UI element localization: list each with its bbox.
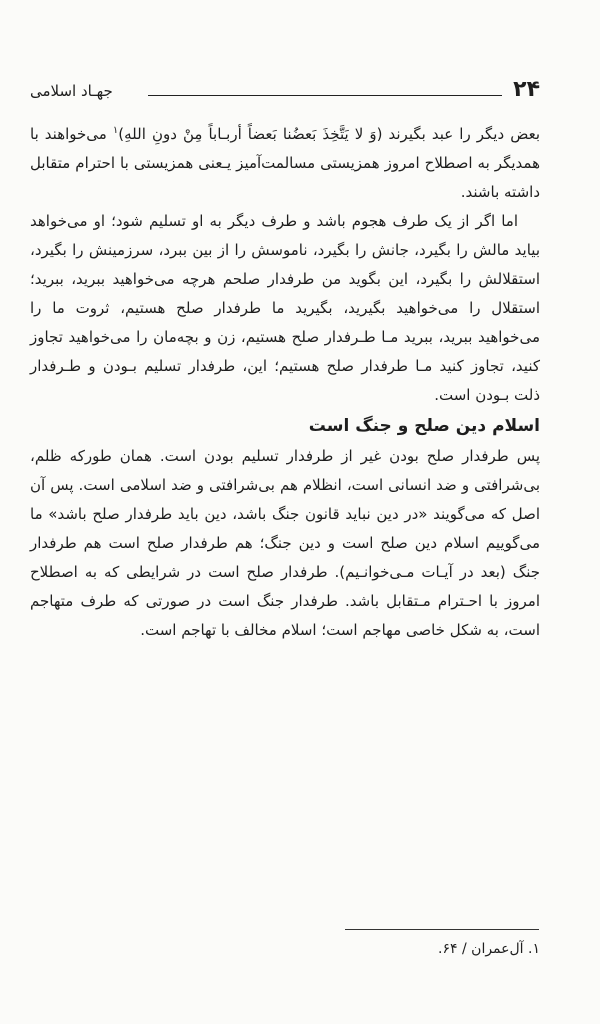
footnote: ۱. آل‌عمران / ۶۴. <box>438 941 540 957</box>
page-body <box>30 120 540 645</box>
paragraph-1 <box>30 120 540 207</box>
paragraph-1-intro: بعض دیگر را عبد بگیرند ( <box>376 125 541 143</box>
page-number: ۲۴ <box>513 77 540 102</box>
footnote-reference[interactable]: ۱ <box>112 125 119 136</box>
paragraph-2: اما اگر از یک طرف هجوم باشد و طرف دیگر به او تسلیم شود؛ او می‌خواهد بیاید مالش را بگیرد، جانش را بگیرد، ناموسش را از بین ببرد، سرزمینش را بگیرد، استقلالش را بگیرد، این بگوید من طرفدار صلحم هرچه می‌خواهید ببرید، ببرید؛ استقلال را می‌خواهید بگیرید، بگیرید ما طرفدار صلح هستیم، ثروت ما را می‌خواهید ببرید، ببرید مـا طـرفدار صلح هستیم، زن و بچه‌مان را می‌خواهید تجاوز کنید، تجاوز کنید مـا طرفدار صلح هستیم؛ این، طرفدار تسلیم بـودن و طـرفدار ذلت بـودن است. <box>30 212 540 404</box>
quran-verse: وَ لا یَتَّخِذَ بَعضُنا بَعضاً أربـاباً مِنْ دونِ اللهِ <box>124 125 377 143</box>
page-header <box>30 74 540 110</box>
paragraph-3: پس طرفدار صلح بودن غیر از طرفدار تسلیم بودن است. همان طورکه ظلم، بی‌شرافتی و ضد انسانی است، انظلام هم بی‌شرافتی و ضد اسلامی است. پس آن اصل که می‌گویند «در دین نباید قانون جنگ باشد، دین باید طرفدار صلح باشد» ما می‌گوییم اسلام دین صلح است و دین جنگ؛ هم طرفدار صلح است هم طرفدار جنگ (بعد در آیـات مـی‌خوانـیم). طرفدار صلح است در شرایطی که به اصطلاح امروز با احـترام مـتقابل باشد. طرفدار جنگ است در صورتی که طرف متهاجم است، به شکل خاصی مهاجم است؛ اسلام مخالف با تهاجم است. <box>30 447 540 639</box>
section-heading: اسلام دین صلح و جنگ است <box>308 416 540 436</box>
footnote-separator <box>345 929 539 930</box>
header-rule <box>148 95 502 96</box>
verse-close-paren: ) <box>118 125 125 143</box>
running-title: جهـاد اسلامی <box>30 82 113 100</box>
paragraph-1-rest: می‌خواهند با همدیگر به اصطلاح امروز همزیستی مسالمت‌آمیز یـعنی همزیستی با احترام متقابل داشته باشند. <box>30 125 540 201</box>
